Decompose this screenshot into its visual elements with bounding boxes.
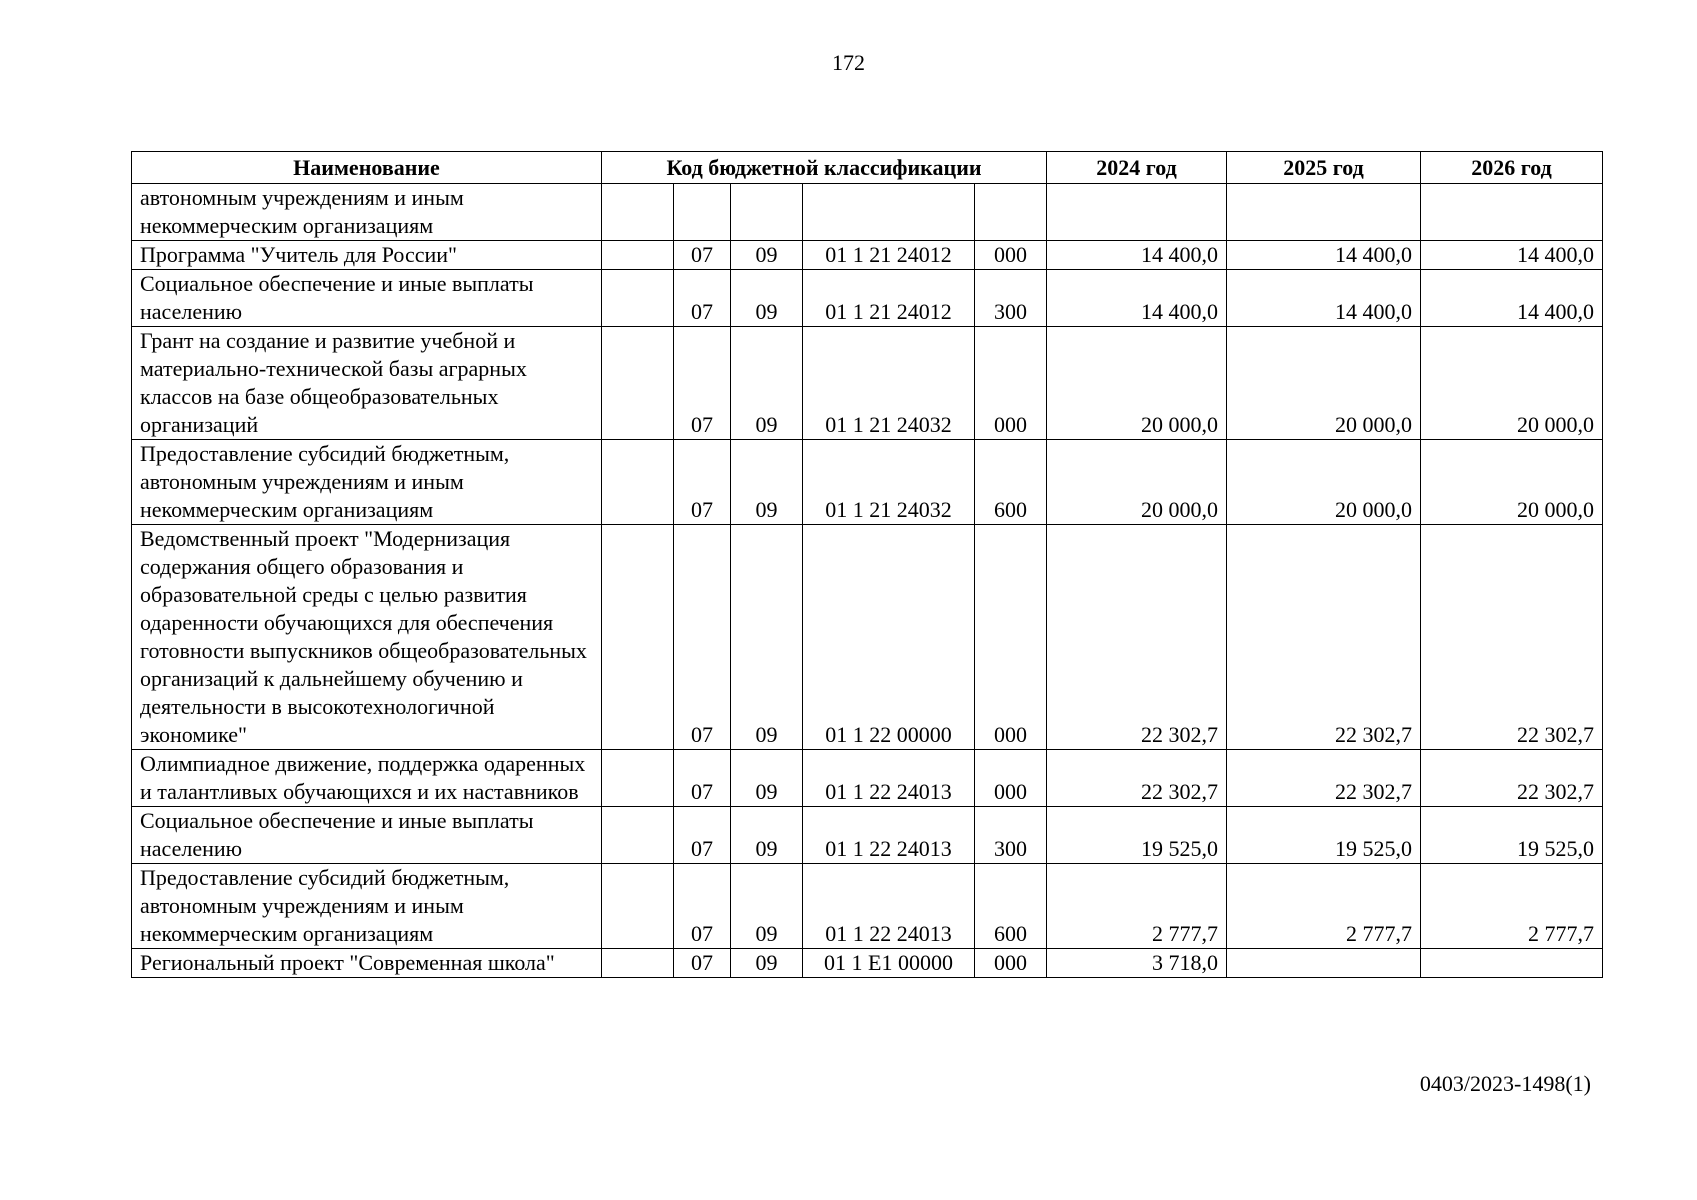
row-name: Социальное обеспечение и иные выплаты населению xyxy=(132,807,602,864)
amount-2025: 14 400,0 xyxy=(1227,241,1421,270)
amount-2025: 22 302,7 xyxy=(1227,750,1421,807)
table-row xyxy=(132,270,1603,327)
target-article-code: 01 1 22 24013 xyxy=(803,750,975,807)
target-article-code: 01 1 21 24032 xyxy=(803,440,975,525)
header-2025: 2025 год xyxy=(1227,152,1421,184)
table-row xyxy=(132,807,1603,864)
section-code xyxy=(674,184,731,241)
row-name: автономным учреждениям и иным некоммерческим организациям xyxy=(132,184,602,241)
amount-2024: 22 302,7 xyxy=(1047,525,1227,750)
amount-2026 xyxy=(1421,184,1603,241)
amount-2025: 20 000,0 xyxy=(1227,327,1421,440)
amount-2024: 14 400,0 xyxy=(1047,241,1227,270)
subsection-code: 09 xyxy=(731,270,803,327)
row-name: Региональный проект "Современная школа" xyxy=(132,949,602,978)
amount-2026 xyxy=(1421,949,1603,978)
table-row xyxy=(132,327,1603,440)
subsection-code: 09 xyxy=(731,949,803,978)
subsection-code: 09 xyxy=(731,525,803,750)
expense-type-code: 300 xyxy=(975,807,1047,864)
subsection-code xyxy=(731,184,803,241)
subsection-code: 09 xyxy=(731,807,803,864)
subsection-code: 09 xyxy=(731,327,803,440)
row-name: Ведомственный проект "Модернизация содержания общего образования и образовательной среды с целью развития одаренности обучающихся для обеспечения готовности выпускников общеобразовательных организаций к дальнейшему обучению и деятельности в высокотехнологичной экономике" xyxy=(132,525,602,750)
table-row xyxy=(132,864,1603,949)
code-blank-cell xyxy=(602,241,674,270)
expense-type-code: 600 xyxy=(975,864,1047,949)
code-blank-cell xyxy=(602,440,674,525)
target-article-code: 01 1 22 24013 xyxy=(803,807,975,864)
expense-type-code: 000 xyxy=(975,241,1047,270)
amount-2026: 2 777,7 xyxy=(1421,864,1603,949)
section-code: 07 xyxy=(674,750,731,807)
row-name: Грант на создание и развитие учебной и материально-технической базы аграрных классов на базе общеобразовательных организаций xyxy=(132,327,602,440)
code-blank-cell xyxy=(602,270,674,327)
header-2026: 2026 год xyxy=(1421,152,1603,184)
amount-2025: 2 777,7 xyxy=(1227,864,1421,949)
table-row xyxy=(132,241,1603,270)
section-code: 07 xyxy=(674,440,731,525)
header-2024: 2024 год xyxy=(1047,152,1227,184)
row-name: Предоставление субсидий бюджетным, автономным учреждениям и иным некоммерческим организациям xyxy=(132,864,602,949)
table-row xyxy=(132,440,1603,525)
amount-2025 xyxy=(1227,949,1421,978)
expense-type-code: 000 xyxy=(975,949,1047,978)
page-number: 172 xyxy=(832,50,865,75)
budget-table xyxy=(131,151,1603,978)
expense-type-code: 000 xyxy=(975,525,1047,750)
amount-2025 xyxy=(1227,184,1421,241)
section-code: 07 xyxy=(674,241,731,270)
amount-2025: 22 302,7 xyxy=(1227,525,1421,750)
expense-type-code: 000 xyxy=(975,750,1047,807)
subsection-code: 09 xyxy=(731,864,803,949)
amount-2025: 19 525,0 xyxy=(1227,807,1421,864)
amount-2026: 22 302,7 xyxy=(1421,525,1603,750)
amount-2026: 22 302,7 xyxy=(1421,750,1603,807)
row-name: Программа "Учитель для России" xyxy=(132,241,602,270)
code-blank-cell xyxy=(602,184,674,241)
code-blank-cell xyxy=(602,525,674,750)
header-budget-code: Код бюджетной классификации xyxy=(602,152,1047,184)
target-article-code: 01 1 22 00000 xyxy=(803,525,975,750)
amount-2024: 14 400,0 xyxy=(1047,270,1227,327)
amount-2024: 3 718,0 xyxy=(1047,949,1227,978)
target-article-code: 01 1 22 24013 xyxy=(803,864,975,949)
code-blank-cell xyxy=(602,949,674,978)
expense-type-code xyxy=(975,184,1047,241)
target-article-code xyxy=(803,184,975,241)
target-article-code: 01 1 Е1 00000 xyxy=(803,949,975,978)
code-blank-cell xyxy=(602,750,674,807)
code-blank-cell xyxy=(602,327,674,440)
amount-2024: 20 000,0 xyxy=(1047,440,1227,525)
section-code: 07 xyxy=(674,807,731,864)
section-code: 07 xyxy=(674,525,731,750)
expense-type-code: 000 xyxy=(975,327,1047,440)
row-name: Социальное обеспечение и иные выплаты населению xyxy=(132,270,602,327)
target-article-code: 01 1 21 24012 xyxy=(803,241,975,270)
amount-2024: 2 777,7 xyxy=(1047,864,1227,949)
amount-2026: 14 400,0 xyxy=(1421,270,1603,327)
code-blank-cell xyxy=(602,807,674,864)
code-blank-cell xyxy=(602,864,674,949)
header-name: Наименование xyxy=(132,152,602,184)
amount-2025: 14 400,0 xyxy=(1227,270,1421,327)
document-code: 0403/2023-1498(1) xyxy=(1419,1071,1591,1096)
target-article-code: 01 1 21 24032 xyxy=(803,327,975,440)
amount-2026: 20 000,0 xyxy=(1421,327,1603,440)
row-name: Олимпиадное движение, поддержка одаренных и талантливых обучающихся и их наставников xyxy=(132,750,602,807)
subsection-code: 09 xyxy=(731,241,803,270)
amount-2026: 14 400,0 xyxy=(1421,241,1603,270)
expense-type-code: 600 xyxy=(975,440,1047,525)
section-code: 07 xyxy=(674,327,731,440)
subsection-code: 09 xyxy=(731,440,803,525)
table-row xyxy=(132,184,1603,241)
amount-2024: 20 000,0 xyxy=(1047,327,1227,440)
section-code: 07 xyxy=(674,949,731,978)
amount-2026: 19 525,0 xyxy=(1421,807,1603,864)
section-code: 07 xyxy=(674,270,731,327)
table-header-row xyxy=(132,152,1603,184)
table-row xyxy=(132,525,1603,750)
table-row xyxy=(132,750,1603,807)
amount-2024: 22 302,7 xyxy=(1047,750,1227,807)
amount-2024: 19 525,0 xyxy=(1047,807,1227,864)
subsection-code: 09 xyxy=(731,750,803,807)
section-code: 07 xyxy=(674,864,731,949)
table-body xyxy=(132,184,1603,978)
amount-2025: 20 000,0 xyxy=(1227,440,1421,525)
expense-type-code: 300 xyxy=(975,270,1047,327)
target-article-code: 01 1 21 24012 xyxy=(803,270,975,327)
table-row xyxy=(132,949,1603,978)
amount-2024 xyxy=(1047,184,1227,241)
row-name: Предоставление субсидий бюджетным, автономным учреждениям и иным некоммерческим организациям xyxy=(132,440,602,525)
amount-2026: 20 000,0 xyxy=(1421,440,1603,525)
